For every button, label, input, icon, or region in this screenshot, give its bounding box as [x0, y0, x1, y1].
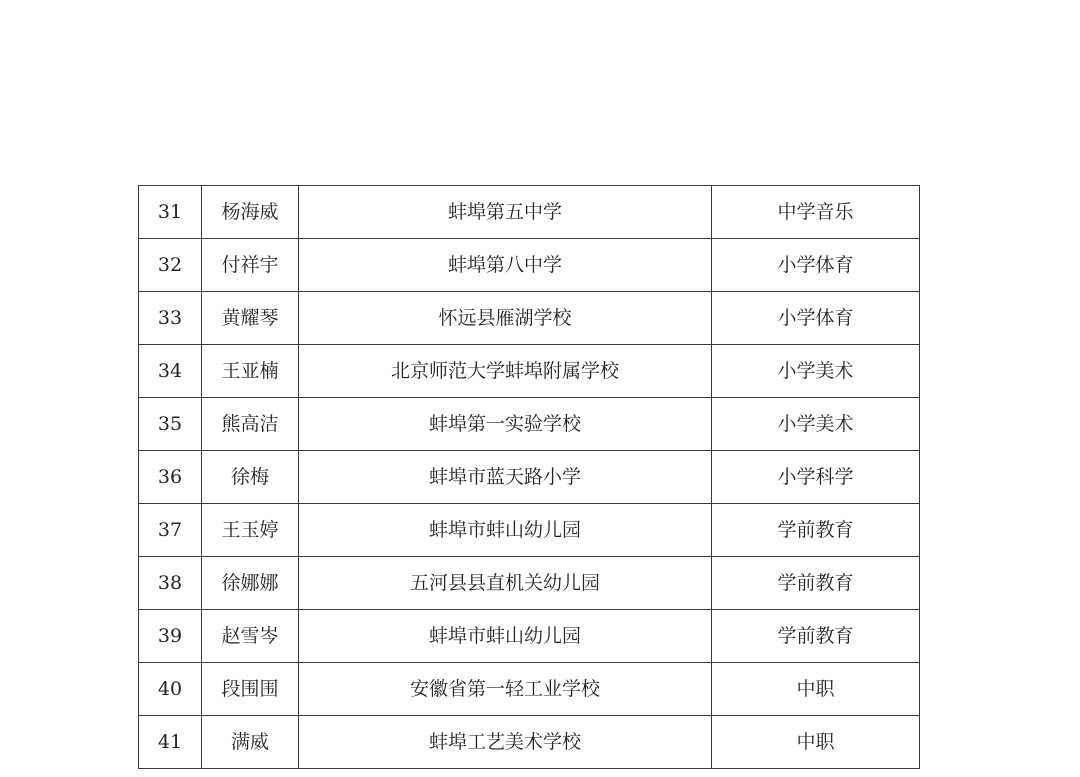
table-row: [139, 663, 920, 716]
subject: 中职: [712, 716, 920, 769]
school-name: 蚌埠市蚌山幼儿园: [299, 610, 712, 663]
teacher-name: 徐梅: [202, 451, 299, 504]
school-name: 五河县县直机关幼儿园: [299, 557, 712, 610]
table-row: [139, 504, 920, 557]
school-name: 怀远县雁湖学校: [299, 292, 712, 345]
subject: 小学体育: [712, 292, 920, 345]
teacher-name: 杨海威: [202, 186, 299, 239]
roster-table: [138, 185, 920, 769]
table-row: [139, 345, 920, 398]
teacher-name: 熊高洁: [202, 398, 299, 451]
teacher-name: 付祥宇: [202, 239, 299, 292]
table-row: [139, 292, 920, 345]
teacher-name: 徐娜娜: [202, 557, 299, 610]
row-number: 33: [139, 292, 202, 345]
subject: 小学科学: [712, 451, 920, 504]
subject: 中职: [712, 663, 920, 716]
school-name: 蚌埠市蓝天路小学: [299, 451, 712, 504]
table-row: [139, 557, 920, 610]
row-number: 38: [139, 557, 202, 610]
school-name: 蚌埠市蚌山幼儿园: [299, 504, 712, 557]
row-number: 32: [139, 239, 202, 292]
row-number: 34: [139, 345, 202, 398]
table-row: [139, 451, 920, 504]
school-name: 蚌埠第八中学: [299, 239, 712, 292]
teacher-name: 满威: [202, 716, 299, 769]
table-row: [139, 239, 920, 292]
subject: 中学音乐: [712, 186, 920, 239]
table-row: [139, 398, 920, 451]
row-number: 31: [139, 186, 202, 239]
row-number: 36: [139, 451, 202, 504]
row-number: 40: [139, 663, 202, 716]
table-row: [139, 610, 920, 663]
subject: 学前教育: [712, 610, 920, 663]
subject: 小学体育: [712, 239, 920, 292]
row-number: 41: [139, 716, 202, 769]
table-row: [139, 716, 920, 769]
teacher-name: 王玉婷: [202, 504, 299, 557]
roster-table-body: [139, 186, 920, 769]
school-name: 蚌埠第一实验学校: [299, 398, 712, 451]
subject: 小学美术: [712, 345, 920, 398]
teacher-name: 黄耀琴: [202, 292, 299, 345]
row-number: 39: [139, 610, 202, 663]
school-name: 蚌埠工艺美术学校: [299, 716, 712, 769]
school-name: 蚌埠第五中学: [299, 186, 712, 239]
school-name: 北京师范大学蚌埠附属学校: [299, 345, 712, 398]
school-name: 安徽省第一轻工业学校: [299, 663, 712, 716]
teacher-name: 赵雪岑: [202, 610, 299, 663]
table-row: [139, 186, 920, 239]
subject: 小学美术: [712, 398, 920, 451]
row-number: 35: [139, 398, 202, 451]
subject: 学前教育: [712, 504, 920, 557]
subject: 学前教育: [712, 557, 920, 610]
teacher-name: 王亚楠: [202, 345, 299, 398]
row-number: 37: [139, 504, 202, 557]
teacher-name: 段围围: [202, 663, 299, 716]
